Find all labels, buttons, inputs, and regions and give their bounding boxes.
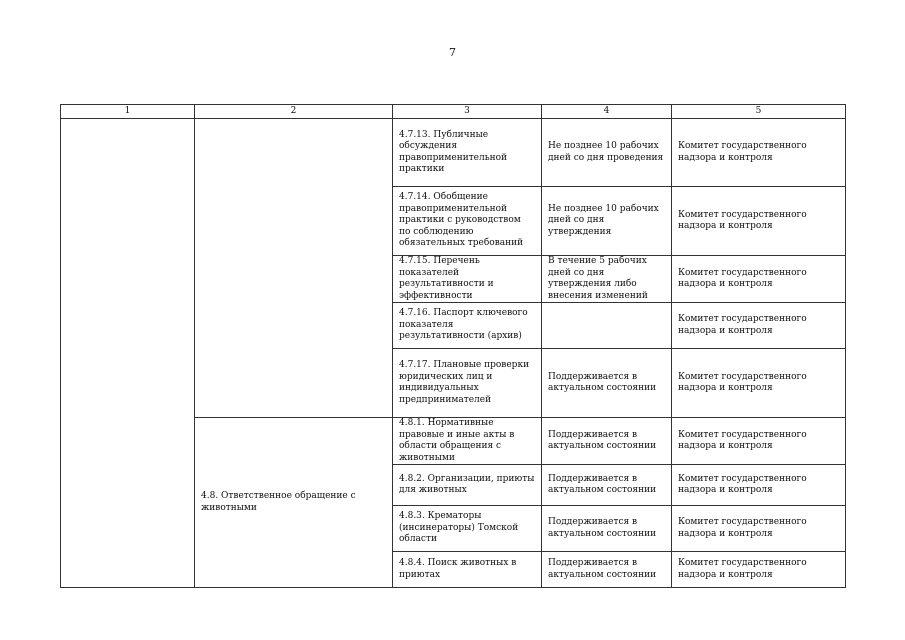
deadline-cell <box>542 303 672 349</box>
responsible-cell: Комитет государственного надзора и контроля <box>672 256 846 303</box>
column-header-4: 4 <box>542 105 672 119</box>
column-header-2: 2 <box>195 105 393 119</box>
table-row <box>61 119 846 187</box>
item-cell: 4.7.14. Обобщение правоприменительной практики с руководством по соблюдению обязательных требований <box>393 187 542 256</box>
deadline-cell: Поддерживается в актуальном состоянии <box>542 349 672 418</box>
item-cell: 4.7.13. Публичные обсуждения правоприменительной практики <box>393 119 542 187</box>
column-header-5: 5 <box>672 105 846 119</box>
deadline-cell: Поддерживается в актуальном состоянии <box>542 506 672 552</box>
item-cell: 4.8.2. Организации, приюты для животных <box>393 465 542 506</box>
section-cell <box>195 119 393 418</box>
deadline-cell: Не позднее 10 рабочих дней со дня утверждения <box>542 187 672 256</box>
column-header-1: 1 <box>61 105 195 119</box>
item-cell: 4.8.4. Поиск животных в приютах <box>393 552 542 588</box>
section-cell: 4.8. Ответственное обращение с животными <box>195 418 393 588</box>
responsible-cell: Комитет государственного надзора и контроля <box>672 303 846 349</box>
item-cell: 4.7.17. Плановые проверки юридических лиц и индивидуальных предпринимателей <box>393 349 542 418</box>
item-cell: 4.8.1. Нормативные правовые и иные акты в области обращения с животными <box>393 418 542 465</box>
responsible-cell: Комитет государственного надзора и контроля <box>672 187 846 256</box>
responsible-cell: Комитет государственного надзора и контроля <box>672 349 846 418</box>
responsible-cell: Комитет государственного надзора и контроля <box>672 418 846 465</box>
document-table <box>60 104 846 588</box>
header-row <box>61 105 846 119</box>
responsible-cell: Комитет государственного надзора и контроля <box>672 506 846 552</box>
item-cell: 4.7.16. Паспорт ключевого показателя результативности (архив) <box>393 303 542 349</box>
responsible-cell: Комитет государственного надзора и контроля <box>672 119 846 187</box>
page-number: 7 <box>449 46 456 59</box>
deadline-cell: Поддерживается в актуальном состоянии <box>542 418 672 465</box>
item-cell: 4.7.15. Перечень показателей результативности и эффективности <box>393 256 542 303</box>
deadline-cell: Поддерживается в актуальном состоянии <box>542 465 672 506</box>
responsible-cell: Комитет государственного надзора и контроля <box>672 552 846 588</box>
column-header-3: 3 <box>393 105 542 119</box>
deadline-cell: В течение 5 рабочих дней со дня утверждения либо внесения изменений <box>542 256 672 303</box>
deadline-cell: Не позднее 10 рабочих дней со дня проведения <box>542 119 672 187</box>
deadline-cell: Поддерживается в актуальном состоянии <box>542 552 672 588</box>
item-cell: 4.8.3. Крематоры (инсинераторы) Томской области <box>393 506 542 552</box>
responsible-cell: Комитет государственного надзора и контроля <box>672 465 846 506</box>
column-1-cell <box>61 119 195 588</box>
